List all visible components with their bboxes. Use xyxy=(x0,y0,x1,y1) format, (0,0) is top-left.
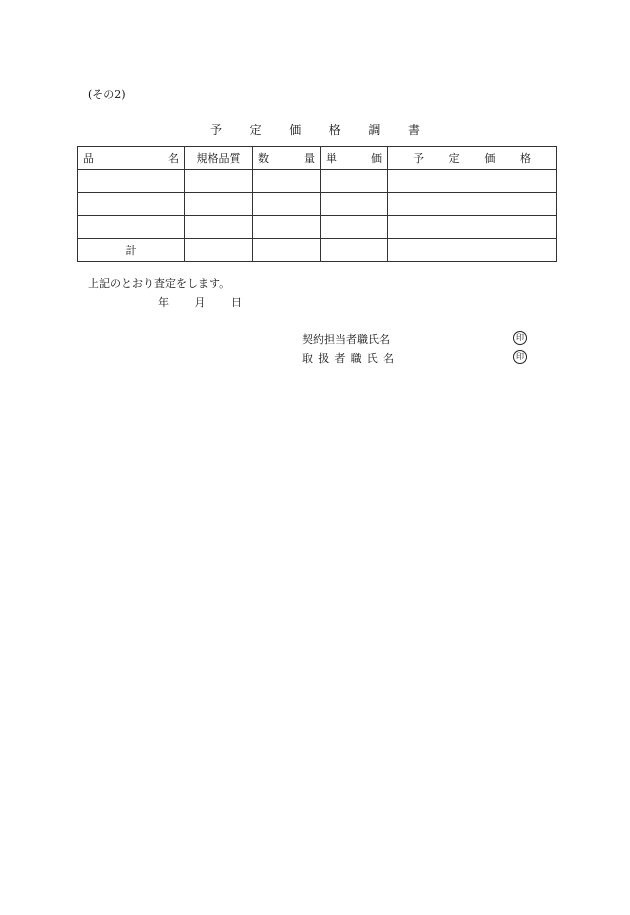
cell-item-name[interactable] xyxy=(78,170,185,193)
cell-spec[interactable] xyxy=(185,170,253,193)
table-row xyxy=(78,216,557,239)
cell-quantity[interactable] xyxy=(253,239,321,262)
title-char: 書 xyxy=(407,123,420,137)
cell-quantity[interactable] xyxy=(253,216,321,239)
document-label: (その2) xyxy=(88,88,126,101)
total-label: 計 xyxy=(78,239,185,262)
cell-estimated-price[interactable] xyxy=(388,193,557,216)
cell-spec[interactable] xyxy=(185,193,253,216)
cell-item-name[interactable] xyxy=(78,216,185,239)
cell-item-name[interactable] xyxy=(78,193,185,216)
seal-icon: 印 xyxy=(513,331,527,345)
handler-label: 取 扱 者 職 氏 名 xyxy=(302,352,394,365)
table-row xyxy=(78,170,557,193)
title-char: 格 xyxy=(328,123,341,137)
document-title xyxy=(210,121,420,138)
date-year-label: 年 xyxy=(158,296,169,309)
table-total-row xyxy=(78,239,557,262)
table-row xyxy=(78,193,557,216)
estimate-table xyxy=(77,146,557,262)
title-char: 調 xyxy=(368,123,381,137)
confirm-text: 上記のとおり査定をします。 xyxy=(88,277,231,290)
cell-estimated-price[interactable] xyxy=(388,239,557,262)
header-unit-price: 単 価 xyxy=(321,147,388,170)
title-char: 定 xyxy=(249,123,262,137)
header-quantity: 数 量 xyxy=(253,147,321,170)
date-day-label: 日 xyxy=(231,296,242,309)
cell-unit-price[interactable] xyxy=(321,193,388,216)
cell-unit-price[interactable] xyxy=(321,170,388,193)
cell-quantity[interactable] xyxy=(253,193,321,216)
cell-spec[interactable] xyxy=(185,239,253,262)
cell-spec[interactable] xyxy=(185,216,253,239)
date-line xyxy=(158,294,242,310)
seal-icon: 印 xyxy=(513,350,527,364)
title-char: 価 xyxy=(289,123,302,137)
cell-unit-price[interactable] xyxy=(321,239,388,262)
contract-officer-label: 契約担当者職氏名 xyxy=(302,333,390,346)
cell-unit-price[interactable] xyxy=(321,216,388,239)
header-item-name: 品 名 xyxy=(78,147,185,170)
cell-estimated-price[interactable] xyxy=(388,216,557,239)
date-month-label: 月 xyxy=(194,296,206,309)
title-char: 予 xyxy=(210,123,223,137)
cell-estimated-price[interactable] xyxy=(388,170,557,193)
cell-quantity[interactable] xyxy=(253,170,321,193)
header-spec: 規格品質 xyxy=(185,147,253,170)
table-header-row xyxy=(78,147,557,170)
header-estimated-price: 予 定 価 格 xyxy=(388,147,557,170)
